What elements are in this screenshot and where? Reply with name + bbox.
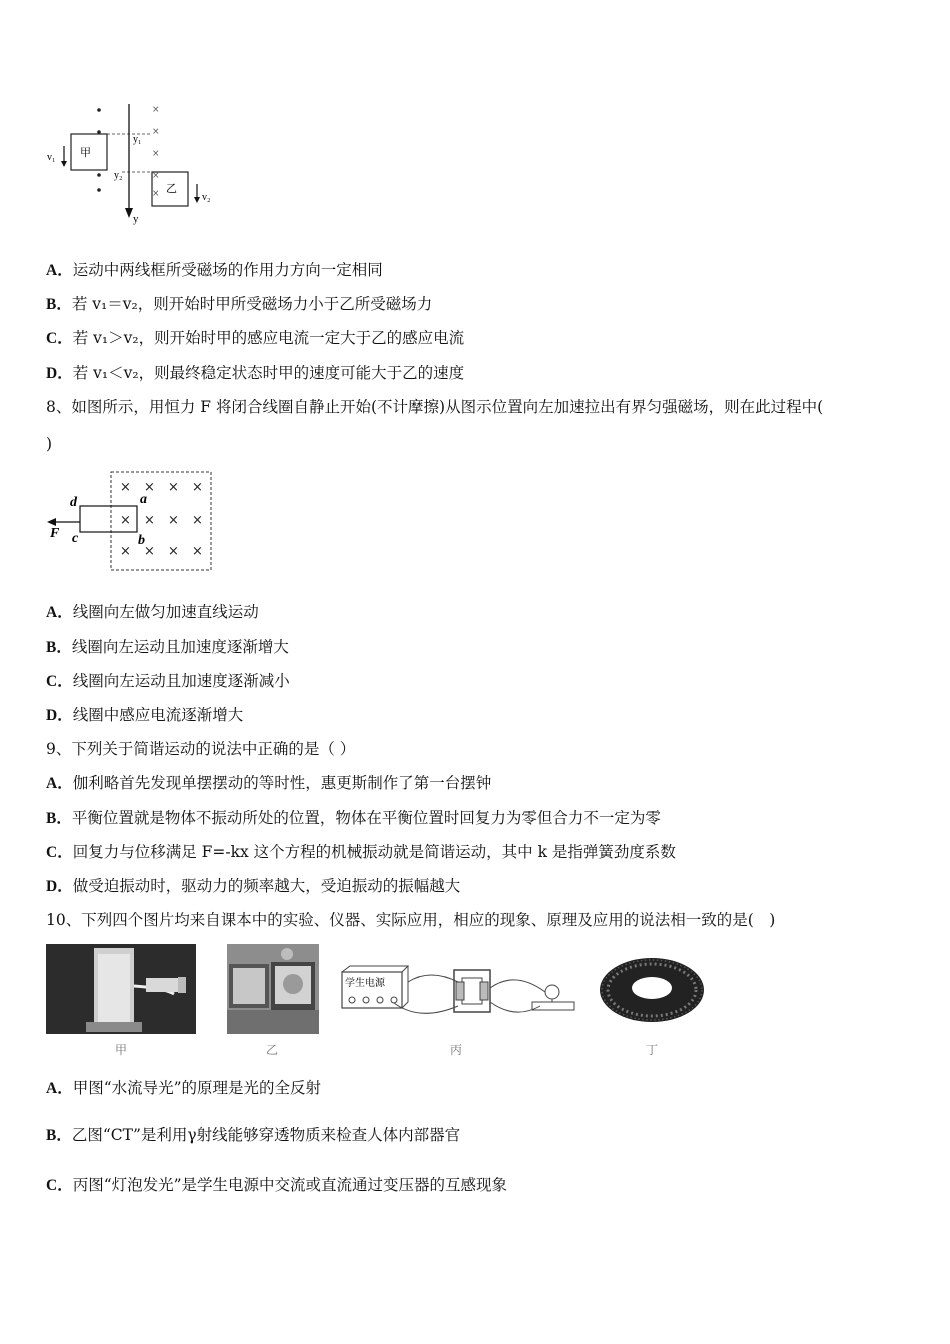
q8-option-b: B．线圈向左运动且加速度逐渐增大 [46, 638, 289, 656]
svg-text:×: × [152, 171, 160, 181]
label-b: b [138, 533, 145, 548]
svg-text:×: × [144, 544, 155, 559]
q10-option-c: C．丙图“灯泡发光”是学生电源中交流或直流通过变压器的互感现象 [46, 1176, 508, 1194]
svg-text:×: × [168, 513, 179, 528]
label-v1: v₁ [47, 152, 56, 163]
caption-yi: 乙 [266, 1043, 279, 1057]
q10-stem: 10、下列四个图片均来自课本中的实验、仪器、实际应用，相应的现象、原理及应用的说法相一致的是( ) [46, 911, 776, 929]
q8-stem-end: ) [46, 435, 53, 453]
label-c: c [72, 531, 79, 546]
q10-option-a: A．甲图“水流导光”的原理是光的全反射 [46, 1079, 322, 1097]
svg-text:×: × [192, 480, 203, 495]
power-label: 学生电源 [345, 978, 385, 989]
label-y: y [133, 213, 139, 225]
q10-diagram-bing [340, 962, 582, 1032]
q10-photo-yi [227, 944, 319, 1034]
q8-option-d: D．线圈中感应电流逐渐增大 [46, 706, 244, 724]
q7-option-d: D．若 v₁＜v₂，则最终稳定状态时甲的速度可能大于乙的速度 [46, 364, 465, 382]
svg-text:×: × [168, 480, 179, 495]
q10-photo-jia [46, 944, 196, 1034]
label-y2: y₂ [114, 170, 123, 181]
q10-option-b: B．乙图“CT”是利用γ射线能够穿透物质来检查人体内部器官 [46, 1126, 461, 1144]
svg-text:×: × [168, 544, 179, 559]
label-d: d [70, 495, 77, 510]
svg-text:×: × [144, 513, 155, 528]
q9-option-b: B．平衡位置就是物体不振动所处的位置，物体在平衡位置时回复力为零但合力不一定为零 [46, 809, 661, 827]
q7-option-c: C．若 v₁＞v₂，则开始时甲的感应电流一定大于乙的感应电流 [46, 329, 465, 347]
q8-option-a: A．线圈向左做匀加速直线运动 [46, 603, 259, 621]
svg-text:×: × [120, 513, 131, 528]
q7-figure [44, 100, 224, 230]
q7-option-b: B．若 v₁＝v₂，则开始时甲所受磁场力小于乙所受磁场力 [46, 295, 433, 313]
label-jia: 甲 [80, 146, 91, 159]
svg-text:×: × [144, 480, 155, 495]
q8-stem: 8、如图所示，用恒力 F 将闭合线圈自静止开始(不计摩擦)从图示位置向左加速拉出有界匀强磁场，则在此过程中( [46, 398, 824, 416]
q9-stem: 9、下列关于简谐运动的说法中正确的是（ ） [46, 740, 356, 758]
q8-figure [44, 466, 224, 574]
svg-text:×: × [152, 189, 160, 199]
svg-text:×: × [152, 105, 160, 115]
svg-text:×: × [152, 127, 160, 137]
caption-bing: 丙 [450, 1043, 463, 1057]
svg-text:×: × [192, 544, 203, 559]
svg-text:×: × [152, 149, 160, 159]
label-yi: 乙 [166, 182, 177, 195]
label-a: a [140, 492, 147, 507]
caption-ding: 丁 [646, 1043, 659, 1057]
caption-jia: 甲 [115, 1043, 128, 1057]
q7-option-a: A．运动中两线框所受磁场的作用力方向一定相同 [46, 261, 383, 279]
q9-option-a: A．伽利略首先发现单摆摆动的等时性，惠更斯制作了第一台摆钟 [46, 774, 492, 792]
svg-text:×: × [120, 544, 131, 559]
q10-photo-ding [598, 955, 706, 1025]
q8-option-c: C．线圈向左运动且加速度逐渐减小 [46, 672, 290, 690]
q9-option-d: D．做受迫振动时，驱动力的频率越大，受迫振动的振幅越大 [46, 877, 461, 895]
label-f: F [50, 526, 60, 541]
svg-text:×: × [192, 513, 203, 528]
q9-option-c: C．回复力与位移满足 F=-kx 这个方程的机械振动就是简谐运动，其中 k 是指弹簧劲度系数 [46, 843, 676, 861]
label-v2: v₂ [202, 192, 211, 203]
svg-text:×: × [120, 480, 131, 495]
label-y1: y₁ [133, 134, 142, 145]
